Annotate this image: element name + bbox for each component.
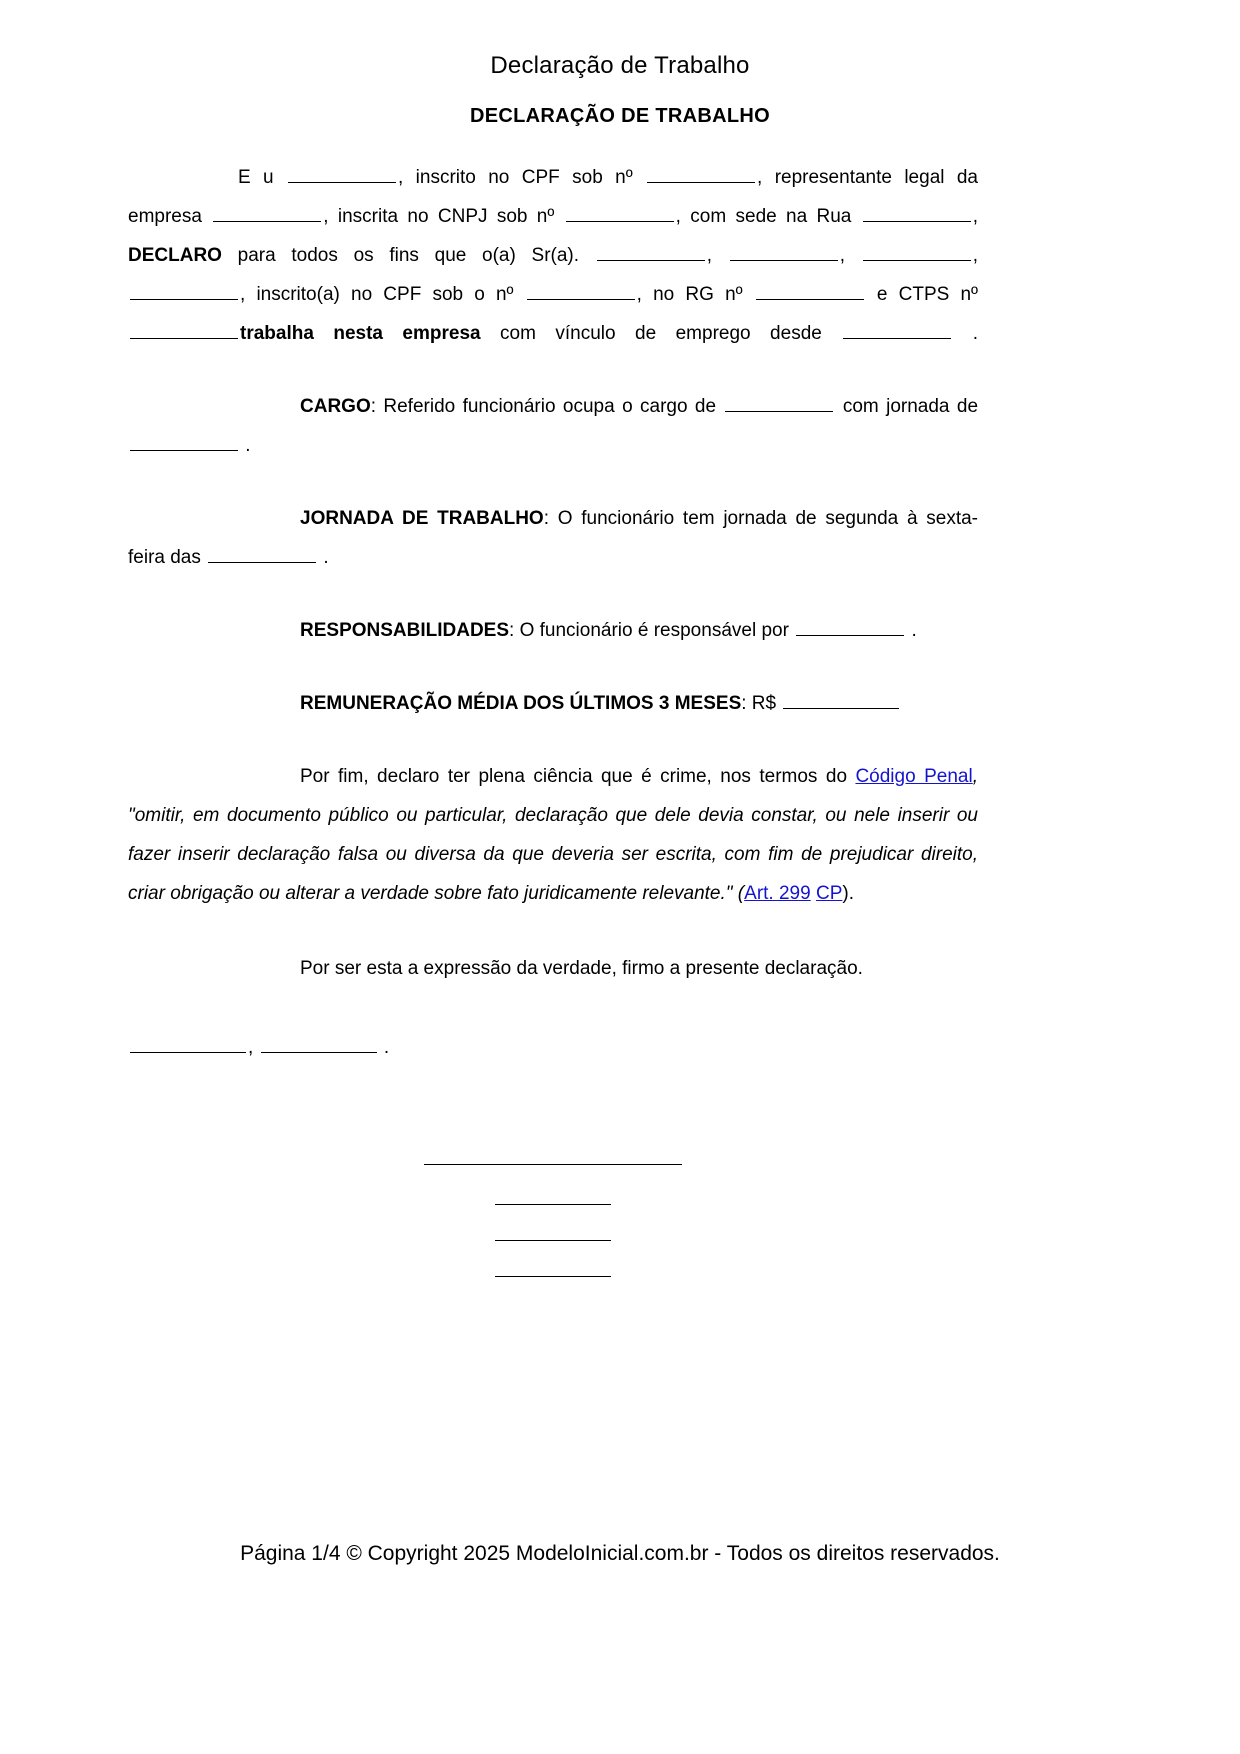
- text-sep-3: ,: [972, 245, 978, 266]
- text-rg-label: , no RG nº: [636, 284, 743, 305]
- text-comma-declaro: ,: [972, 206, 978, 227]
- label-remuneracao: REMUNERAÇÃO MÉDIA DOS ÚLTIMOS 3 MESES: [300, 693, 742, 714]
- text-remuneracao-1: : R$: [741, 693, 777, 714]
- text-responsabilidades-1: : O funcionário é responsável por: [509, 620, 789, 641]
- text-cnpj-label: , inscrita no CNPJ sob nº: [323, 206, 555, 227]
- link-art-299[interactable]: Art. 299: [744, 883, 811, 904]
- running-header: Declaração de Trabalho: [490, 52, 750, 79]
- blank-funcionario-dado-2[interactable]: [730, 246, 838, 261]
- blank-horario-jornada[interactable]: [208, 548, 316, 563]
- section-cargo: [128, 387, 978, 465]
- text-place-sep: ,: [248, 1037, 259, 1058]
- blank-cnpj[interactable]: [566, 207, 674, 222]
- link-cp[interactable]: CP: [815, 883, 843, 904]
- text-jornada-2: .: [318, 547, 329, 568]
- section-jornada: [128, 499, 978, 577]
- signature-blank-2[interactable]: [495, 1239, 611, 1241]
- paragraph-closing: [128, 949, 978, 988]
- blank-data[interactable]: [261, 1038, 377, 1053]
- text-periodo-final: .: [953, 323, 979, 344]
- text-legal-close: ).: [842, 883, 854, 904]
- text-cargo-3: .: [240, 435, 251, 456]
- signature-blank-1[interactable]: [495, 1203, 611, 1205]
- text-ctps-label: e CTPS nº: [865, 284, 978, 305]
- text-cpf-funcionario-label: , inscrito(a) no CPF sob o nº: [240, 284, 514, 305]
- text-closing: Por ser esta a expressão da verdade, firmo a presente declaração.: [300, 958, 863, 979]
- text-representante-legal: , representante legal da empresa: [128, 167, 978, 227]
- label-jornada: JORNADA DE TRABALHO: [300, 508, 544, 529]
- label-cargo: CARGO: [300, 396, 371, 417]
- place-date-line: [128, 1028, 978, 1067]
- blank-nome-representante[interactable]: [288, 168, 396, 183]
- text-vinculo-desde: com vínculo de emprego desde: [480, 323, 822, 344]
- page-footer: Página 1/4 © Copyright 2025 ModeloInicial.com.br - Todos os direitos reservados.: [240, 1542, 1000, 1565]
- blank-cpf-representante[interactable]: [647, 168, 755, 183]
- signature-area: [128, 1163, 978, 1277]
- text-place-end: .: [378, 1037, 390, 1058]
- text-para-fins: para todos os fins que o(a) Sr(a).: [221, 245, 580, 266]
- blank-nome-empresa[interactable]: [213, 207, 321, 222]
- text-jornada-1: : O funcionário tem jornada de segunda à sexta-feira das: [128, 508, 979, 568]
- signature-rule[interactable]: [424, 1163, 682, 1165]
- signature-blank-3[interactable]: [495, 1275, 611, 1277]
- blank-jornada-cargo[interactable]: [130, 436, 238, 451]
- text-eu: E u: [238, 167, 274, 188]
- text-sep-1: ,: [706, 245, 728, 266]
- paragraph-legal-quote: [128, 757, 978, 913]
- blank-responsabilidades[interactable]: [796, 621, 904, 636]
- document-body: [128, 158, 978, 1311]
- section-remuneracao: [128, 684, 978, 723]
- blank-cidade[interactable]: [130, 1038, 246, 1053]
- blank-nome-funcionario[interactable]: [597, 246, 705, 261]
- text-responsabilidades-2: .: [906, 620, 917, 641]
- blank-endereco[interactable]: [863, 207, 971, 222]
- blank-funcionario-dado-3[interactable]: [863, 246, 971, 261]
- blank-ctps[interactable]: [130, 324, 238, 339]
- text-trabalha-nesta-empresa: trabalha nesta empresa: [240, 323, 481, 344]
- text-cargo-1: : Referido funcionário ocupa o cargo de: [370, 396, 717, 417]
- text-legal-quote: , "omitir, em documento público ou particular, declaração que dele devia constar, ou nele inserir ou fazer inserir declaração falsa ou diversa da que deveria ser escrita, com fim de prejudicar direito, criar obrigação ou alterar a verdade sobre fato juridicamente relevante." (: [128, 766, 978, 904]
- text-sep-2: ,: [839, 245, 861, 266]
- blank-funcionario-dado-4[interactable]: [130, 285, 238, 300]
- paragraph-opening: [128, 158, 978, 353]
- text-legal-intro: Por fim, declaro ter plena ciência que é crime, nos termos do: [300, 766, 856, 787]
- text-declaro: DECLARO: [128, 245, 222, 266]
- blank-remuneracao[interactable]: [783, 694, 899, 709]
- text-cpf-label: , inscrito no CPF sob nº: [398, 167, 633, 188]
- blank-rg[interactable]: [756, 285, 864, 300]
- text-cargo-2: com jornada de: [835, 396, 979, 417]
- section-responsabilidades: [128, 611, 978, 650]
- blank-cpf-funcionario[interactable]: [527, 285, 635, 300]
- blank-data-admissao[interactable]: [843, 324, 951, 339]
- blank-cargo[interactable]: [725, 397, 833, 412]
- link-codigo-penal[interactable]: Código Penal: [855, 766, 973, 787]
- page-title: DECLARAÇÃO DE TRABALHO: [470, 105, 770, 127]
- text-sede-rua: , com sede na Rua: [675, 206, 852, 227]
- label-responsabilidades: RESPONSABILIDADES: [300, 620, 510, 641]
